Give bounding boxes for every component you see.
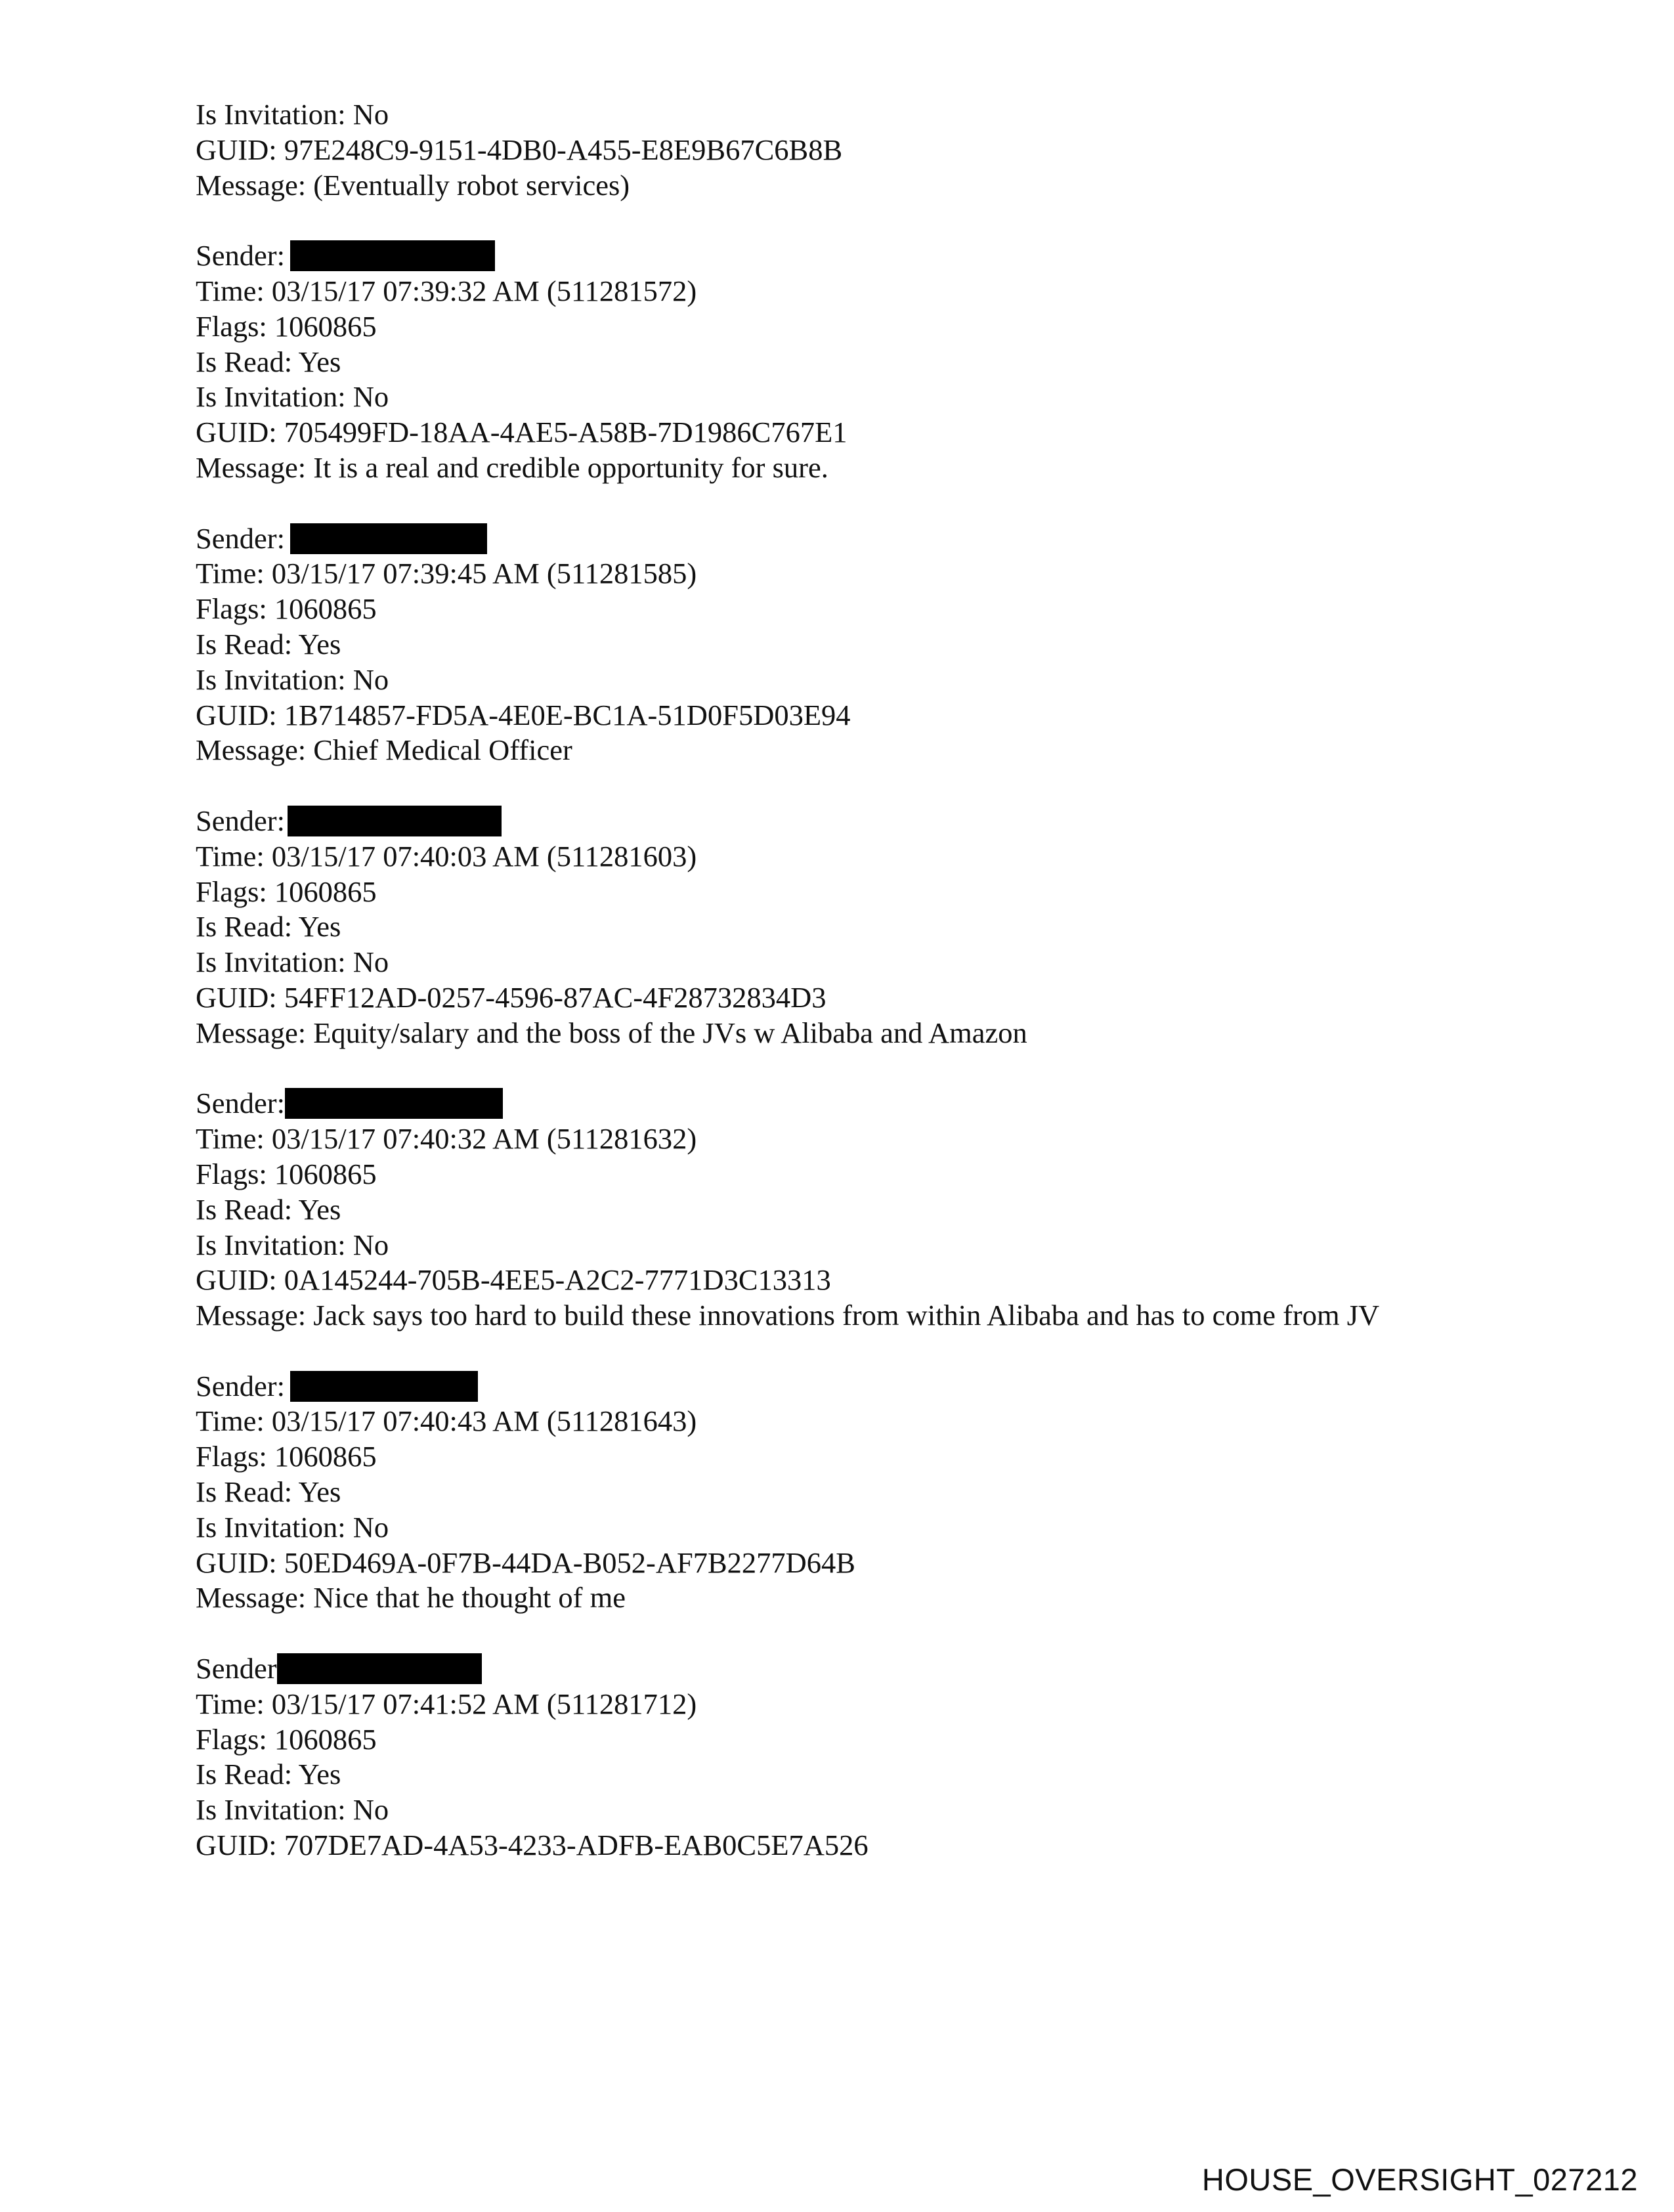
time-line [196,1404,1574,1439]
guid-value: 0A145244-705B-4EE5-A2C2-7771D3C13313 [284,1263,831,1297]
time-value: 03/15/17 07:39:32 AM (511281572) [271,274,697,307]
is-read-label: Is Read: [196,627,293,661]
message-line [196,168,1574,204]
guid-label: GUID: [196,416,277,449]
is-read-line [196,1192,1574,1228]
time-label: Time: [196,1687,265,1720]
flags-line [196,592,1574,627]
record-separator [196,1051,1574,1087]
sender-line [196,1369,1574,1404]
redaction-box [288,806,502,836]
guid-label: GUID: [196,1546,277,1579]
guid-value: 54FF12AD-0257-4596-87AC-4F28732834D3 [284,980,826,1014]
flags-value: 1060865 [274,1722,377,1756]
guid-line [196,133,1574,168]
is-invitation-value: No [353,380,389,414]
flags-value: 1060865 [274,1440,377,1473]
guid-label: GUID: [196,980,277,1014]
is-read-label: Is Read: [196,1475,293,1509]
time-label: Time: [196,1122,265,1156]
is-invitation-label: Is Invitation: [196,1510,346,1544]
flags-label: Flags: [196,875,267,908]
time-line [196,1687,1574,1722]
flags-line [196,1157,1574,1192]
time-value: 03/15/17 07:40:03 AM (511281603) [271,839,697,873]
guid-label: GUID: [196,133,277,166]
guid-value: 97E248C9-9151-4DB0-A455-E8E9B67C6B8B [284,133,843,166]
guid-line [196,698,1574,733]
is-invitation-value: No [353,945,389,979]
message-line [196,1298,1574,1334]
flags-label: Flags: [196,1157,267,1190]
flags-line [196,875,1574,910]
flags-value: 1060865 [274,1157,377,1190]
is-invitation-label: Is Invitation: [196,945,346,979]
is-invitation-value: No [353,1228,389,1261]
is-read-value: Yes [298,345,341,378]
is-read-value: Yes [298,1475,341,1509]
flags-line [196,309,1574,345]
sender-label: Sender: [196,521,285,555]
message-record [196,238,1574,486]
flags-label: Flags: [196,1722,267,1756]
sender-label: Sender: [196,1369,285,1402]
is-read-line [196,909,1574,945]
time-line [196,839,1574,875]
message-log-document [196,97,1574,1863]
is-invitation-line [196,1510,1574,1546]
is-invitation-value: No [353,98,389,131]
message-label: Message: [196,1016,307,1049]
message-value: Chief Medical Officer [313,733,572,767]
message-value: (Eventually robot services) [313,168,630,202]
sender-line [196,1651,1574,1687]
message-value: Equity/salary and the boss of the JVs w Alibaba and Amazon [313,1016,1027,1049]
is-invitation-label: Is Invitation: [196,98,346,131]
time-value: 03/15/17 07:39:45 AM (511281585) [271,557,697,590]
redaction-box [285,1088,503,1119]
flags-label: Flags: [196,592,267,626]
time-label: Time: [196,557,265,590]
message-line [196,1580,1574,1616]
guid-line [196,415,1574,450]
message-value: Jack says too hard to build these innovations from within Alibaba and has to come from JV [313,1299,1380,1332]
is-invitation-line [196,380,1574,415]
sender-line [196,804,1574,839]
guid-line [196,1546,1574,1581]
is-invitation-line [196,97,1574,133]
is-invitation-line [196,1792,1574,1828]
time-label: Time: [196,274,265,307]
message-record-fragment [196,97,1574,203]
redaction-box [290,240,495,271]
redaction-box [290,523,487,554]
message-label: Message: [196,450,307,484]
is-read-label: Is Read: [196,910,293,943]
flags-value: 1060865 [274,592,377,626]
guid-value: 705499FD-18AA-4AE5-A58B-7D1986C767E1 [284,416,848,449]
record-separator [196,203,1574,238]
message-label: Message: [196,1581,307,1615]
message-record [196,1651,1574,1863]
is-read-value: Yes [298,910,341,943]
sender-label: Sender [196,1652,277,1685]
sender-line [196,1086,1574,1121]
message-label: Message: [196,1299,307,1332]
is-invitation-value: No [353,1793,389,1827]
message-line [196,1016,1574,1051]
sender-label: Sender: [196,239,285,272]
message-record [196,521,1574,769]
guid-line [196,980,1574,1016]
flags-label: Flags: [196,1440,267,1473]
is-invitation-label: Is Invitation: [196,1228,346,1261]
time-value: 03/15/17 07:41:52 AM (511281712) [271,1687,697,1720]
is-read-line [196,345,1574,380]
bates-number: HOUSE_OVERSIGHT_027212 [1201,2162,1638,2197]
is-read-label: Is Read: [196,345,293,378]
is-invitation-value: No [353,662,389,696]
flags-line [196,1722,1574,1758]
sender-line [196,521,1574,557]
record-separator [196,768,1574,804]
is-invitation-line [196,1228,1574,1263]
is-invitation-line [196,662,1574,698]
guid-label: GUID: [196,1829,277,1862]
flags-value: 1060865 [274,309,377,343]
message-label: Message: [196,733,307,767]
guid-value: 50ED469A-0F7B-44DA-B052-AF7B2277D64B [284,1546,855,1579]
message-line [196,450,1574,486]
is-invitation-label: Is Invitation: [196,1793,346,1827]
time-label: Time: [196,839,265,873]
is-read-value: Yes [298,627,341,661]
message-line [196,733,1574,768]
is-invitation-label: Is Invitation: [196,662,346,696]
time-value: 03/15/17 07:40:43 AM (511281643) [271,1404,697,1438]
sender-line [196,238,1574,274]
time-line [196,556,1574,592]
message-record [196,1086,1574,1334]
message-value: Nice that he thought of me [313,1581,626,1615]
is-read-label: Is Read: [196,1758,293,1791]
record-separator [196,1334,1574,1369]
guid-value: 707DE7AD-4A53-4233-ADFB-EAB0C5E7A526 [284,1829,869,1862]
is-invitation-line [196,945,1574,980]
time-label: Time: [196,1404,265,1438]
is-read-value: Yes [298,1758,341,1791]
is-invitation-label: Is Invitation: [196,380,346,414]
time-line [196,1121,1574,1157]
is-invitation-value: No [353,1510,389,1544]
message-value: It is a real and credible opportunity for sure. [313,450,828,484]
message-record [196,1369,1574,1616]
message-record [196,804,1574,1051]
redaction-box [290,1371,478,1402]
guid-line [196,1263,1574,1298]
guid-value: 1B714857-FD5A-4E0E-BC1A-51D0F5D03E94 [284,698,851,731]
record-separator [196,1616,1574,1651]
sender-label: Sender: [196,1087,285,1120]
guid-label: GUID: [196,698,277,731]
message-label: Message: [196,168,307,202]
is-read-label: Is Read: [196,1192,293,1226]
sender-label: Sender: [196,804,285,837]
time-value: 03/15/17 07:40:32 AM (511281632) [271,1122,697,1156]
flags-line [196,1439,1574,1475]
flags-label: Flags: [196,309,267,343]
flags-value: 1060865 [274,875,377,908]
time-line [196,274,1574,309]
is-read-value: Yes [298,1192,341,1226]
is-read-line [196,1475,1574,1510]
record-separator [196,486,1574,521]
is-read-line [196,1757,1574,1792]
guid-line [196,1828,1574,1863]
redaction-box [277,1653,482,1684]
guid-label: GUID: [196,1263,277,1297]
is-read-line [196,627,1574,662]
